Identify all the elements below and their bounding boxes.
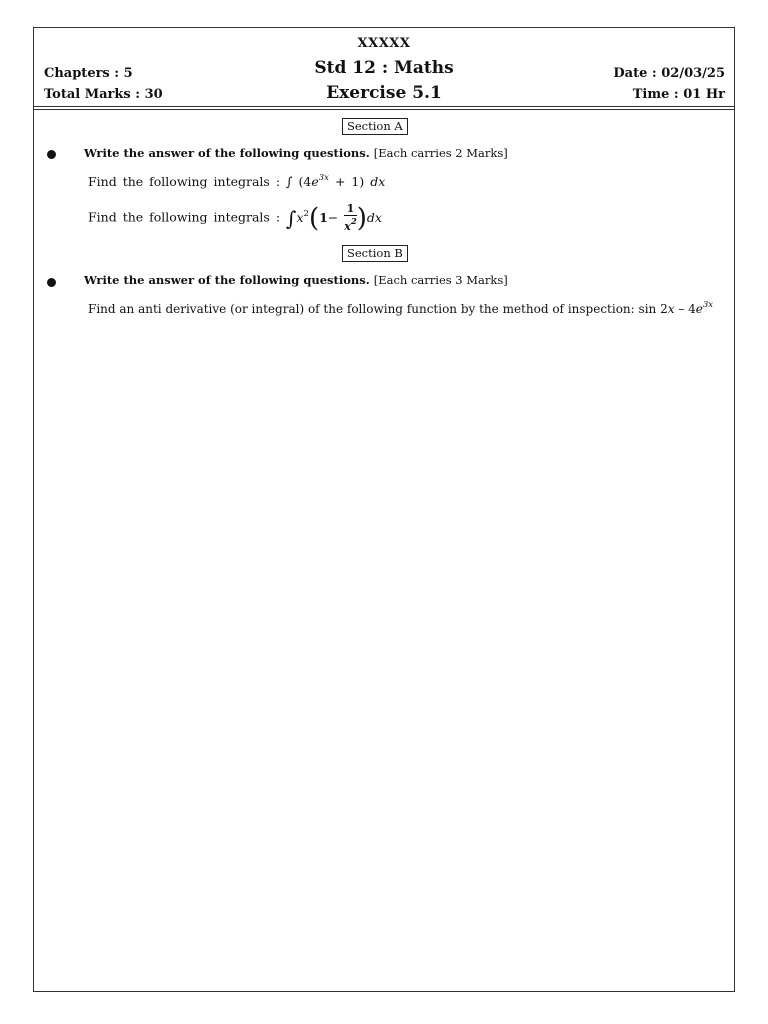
date-label: Date : 02/03/25 xyxy=(613,66,725,81)
question-1 xyxy=(88,173,385,189)
chapters-label: Chapters : 5 xyxy=(44,66,133,81)
school-name: XXXXX xyxy=(357,36,411,51)
question-text: Find an anti derivative (or integral) of the following function by the method of inspection: xyxy=(88,302,635,316)
instruction-text: Write the answer of the following questions. xyxy=(84,146,370,160)
section-b-title: Section B xyxy=(342,245,408,262)
integral-expression-2: $\int x^2(1-$ $\frac{1}{x^2}$ )dx xyxy=(286,202,382,233)
integral-expression-1: ∫ $(4e^{3x} + 1)$ dx xyxy=(286,173,386,189)
question-prefix: Find the following integrals : xyxy=(88,209,281,225)
subject-title: Std 12 : Maths xyxy=(314,58,454,78)
header-divider-bottom xyxy=(34,109,734,110)
function-expression: $\sin 2x - 4e^{3x}$ xyxy=(638,300,714,316)
exercise-title: Exercise 5.1 xyxy=(326,83,442,103)
marks-note: [Each carries 3 Marks] xyxy=(373,273,508,287)
marks-note: [Each carries 2 Marks] xyxy=(373,146,508,160)
question-3 xyxy=(88,300,713,316)
page-border xyxy=(33,27,735,992)
question-prefix: Find the following integrals : xyxy=(88,174,281,189)
header-divider-top xyxy=(34,106,734,107)
instruction-text: Write the answer of the following questions. xyxy=(84,273,370,287)
total-marks-label: Total Marks : 30 xyxy=(44,87,163,102)
section-a-instruction xyxy=(84,146,508,160)
bullet-icon xyxy=(47,278,56,287)
time-label: Time : 01 Hr xyxy=(632,87,725,102)
section-a-title: Section A xyxy=(342,118,408,135)
section-b-instruction xyxy=(84,273,508,287)
question-2 xyxy=(88,203,382,233)
bullet-icon xyxy=(47,150,56,159)
